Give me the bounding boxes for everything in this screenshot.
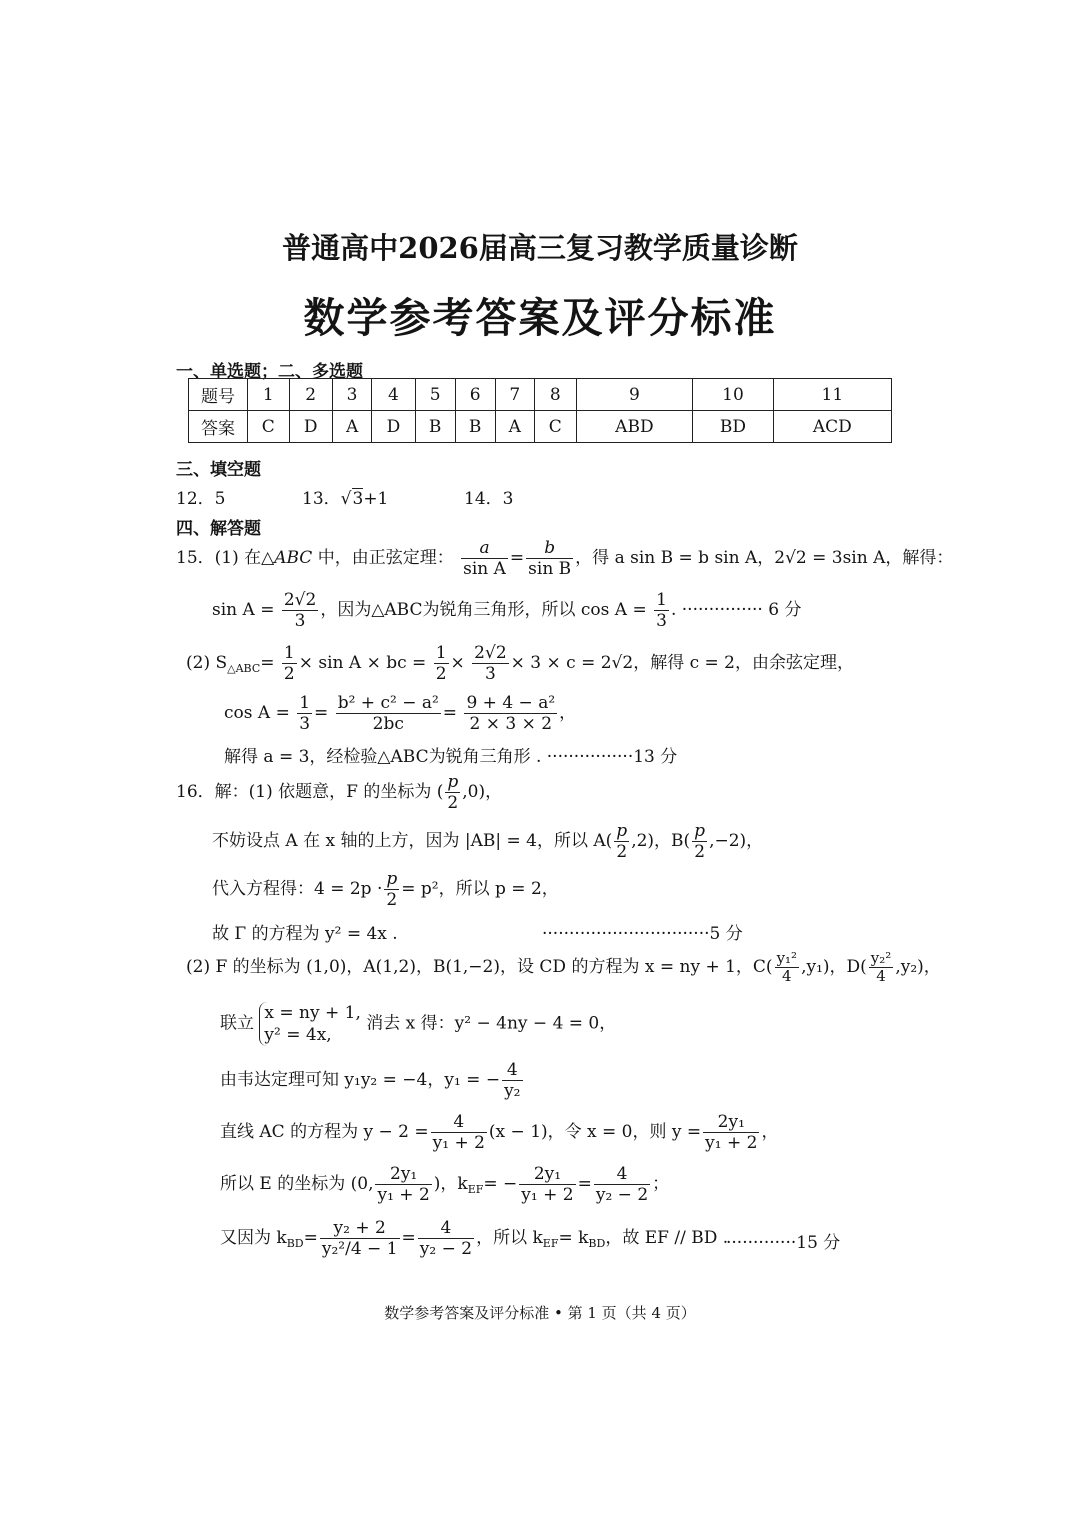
page-footer: 数学参考答案及评分标准 • 第 1 页（共 4 页） xyxy=(384,1304,696,1322)
table-cell: B xyxy=(455,411,495,443)
row-label-answer: 答案 xyxy=(189,411,248,443)
table-cell: 4 xyxy=(372,379,415,411)
answer-q13: 13．√3+1 xyxy=(302,489,389,509)
answer-q12: 12．5 xyxy=(176,489,226,509)
q15-line2: sin A = $\frac{2√2}{3}$ ，因为△ABC为锐角三角形，所以 cos A = $\frac{1}{3}$ . ··············· 6 分 xyxy=(212,590,802,631)
fraction: $\frac{\text{2y₁}}{\text{y₁ + 2}}$ xyxy=(377,1164,430,1205)
table-cell: 10 xyxy=(693,379,773,411)
fraction: $\frac{1}{2}$ xyxy=(283,643,295,684)
document-title: 普通高中2026届高三复习教学质量诊断 xyxy=(282,231,798,265)
fraction: $\frac{1}{2}$ xyxy=(435,643,447,684)
fraction: $\frac{p}{2}$ xyxy=(694,821,706,862)
fraction: $\frac{4}{\text{y₂ − 2}}$ xyxy=(419,1218,473,1259)
q15-line1: 15．(1) 在△ABC 中，由正弦定理： $\frac{a}{\text{sin A}}$ = $\frac{b}{\text{sin B}}$ ，得 a sin B = b sin A，2√2 = 3sin A，解得： xyxy=(176,538,954,579)
q16-line10: 又因为 $k_{BD}=$ $\frac{\text{y₂ + 2}}{\text{y₂²/4 − 1}}$ = $\frac{4}{\text{y₂ − 2}}$ ，所以 $k_{EF}= k_{BD}$，故 EF // BD . xyxy=(220,1218,729,1259)
fraction: $\frac{\text{9 + 4 − a²}}{2 \times 3 \times 2}$ xyxy=(466,693,556,734)
q16-line3: 代入方程得：4 = 2p · $\frac{p}{2}$ = p²，所以 p = 2， xyxy=(212,869,559,910)
document-subtitle: 数学参考答案及评分标准 xyxy=(303,294,777,342)
q16-line6: 联立 x = ny + 1, y² = 4x, 消去 x 得：y² − 4ny − 4 = 0， xyxy=(220,1003,617,1045)
fraction: $\frac{1}{3}$ xyxy=(656,590,667,631)
fraction: $\frac{p}{2}$ xyxy=(447,772,459,813)
q15-line3: (2) $S_{\triangle ABC}=$ $\frac{1}{2}$ × sin A × bc = $\frac{1}{2}$ × $\frac{2√2}{3}$ × 3 × c = 2√2，解得 c = 2，由余弦定理， xyxy=(186,643,854,684)
table-cell: A xyxy=(495,411,534,443)
q16-line8: 直线 AC 的方程为 y − 2 = $\frac{4}{\text{y₁ + 2}}$ (x − 1)，令 x = 0，则 y = $\frac{\text{2y₁}}{\text{y₁ + 2}}$ ， xyxy=(220,1112,779,1153)
table-cell: C xyxy=(534,411,576,443)
table-row-numbers xyxy=(189,379,892,411)
fraction: $\frac{\text{y₂²}}{4}$ xyxy=(870,949,892,985)
row-label-number: 题号 xyxy=(189,379,248,411)
fraction: $\frac{1}{3}$ xyxy=(299,693,311,734)
table-cell: 5 xyxy=(415,379,455,411)
fraction: $\frac{2√2}{3}$ xyxy=(474,643,507,684)
table-cell: ABD xyxy=(576,411,693,443)
table-cell: 3 xyxy=(332,379,371,411)
equation-system: x = ny + 1, y² = 4x, xyxy=(259,1002,360,1046)
q16-line2: 不妨设点 A 在 x 轴的上方，因为 |AB| = 4，所以 A( $\frac{p}{2}$ ,2)，B( $\frac{p}{2}$ ,−2)， xyxy=(212,821,764,862)
fraction: $\frac{\text{y₁²}}{4}$ xyxy=(776,949,798,985)
fraction: $\frac{4}{\text{y₂ − 2}}$ xyxy=(595,1164,649,1205)
q16-line7: 由韦达定理可知 y₁y₂ = −4，y₁ = − $\frac{4}{\text{y₂}}$ xyxy=(220,1060,521,1101)
fraction: $\frac{\text{2y₁}}{\text{y₁ + 2}}$ xyxy=(705,1112,758,1153)
q16-line5: (2) F 的坐标为 (1,0)，A(1,2)，B(1,−2)，设 CD 的方程为 x = ny + 1，C( $\frac{\text{y₁²}}{4}$ ,y₁)，D( $\frac{\text{y₂²}}{4}$ ,y₂)， xyxy=(186,949,941,985)
fraction: $\frac{\text{y₂ + 2}}{\text{y₂²/4 − 1}}$ xyxy=(321,1218,398,1259)
section-heading-fill: 三、填空题 xyxy=(176,460,261,480)
q16-line9: 所以 E 的坐标为 (0, $\frac{\text{2y₁}}{\text{y₁ + 2}}$ )，$k_{EF}=$ − $\frac{\text{2y₁}}{\text{y₁ + 2}}$ = $\frac{4}{\text{y₂ − 2}}$ ； xyxy=(220,1164,670,1205)
table-cell: D xyxy=(372,411,415,443)
table-cell: 1 xyxy=(248,379,290,411)
fraction: $\frac{2√2}{3}$ xyxy=(283,590,317,631)
q16-score-2: ·············15 分 xyxy=(726,1233,841,1253)
table-cell: B xyxy=(415,411,455,443)
fraction: $\frac{\text{b² + c² − a²}}{2bc}$ xyxy=(337,693,439,734)
q15-line4: cos A = $\frac{1}{3}$ = $\frac{\text{b² + c² − a²}}{2bc}$ = $\frac{\text{9 + 4 − a²}}{2 \times 3 \times 2}$ ， xyxy=(224,693,577,734)
answer-q14: 14．3 xyxy=(464,489,514,509)
table-cell: 11 xyxy=(773,379,891,411)
answer-table xyxy=(188,378,892,443)
section-heading-choice: 一、单选题；二、多选题 xyxy=(176,362,363,382)
q16-score-1: ·······························5 分 xyxy=(542,924,743,944)
table-cell: 8 xyxy=(534,379,576,411)
fraction: $\frac{4}{\text{y₂}}$ xyxy=(504,1060,521,1101)
section-heading-solution: 四、解答题 xyxy=(176,519,261,539)
table-cell: 9 xyxy=(576,379,693,411)
fraction: $\frac{\text{2y₁}}{\text{y₁ + 2}}$ xyxy=(521,1164,574,1205)
table-cell: 2 xyxy=(289,379,332,411)
table-cell: BD xyxy=(693,411,773,443)
table-cell: A xyxy=(332,411,371,443)
q16-line4: 故 Γ 的方程为 y² = 4x . xyxy=(212,924,398,944)
fraction: $\frac{b}{\text{sin B}}$ xyxy=(528,538,572,579)
table-cell: ACD xyxy=(773,411,891,443)
table-cell: C xyxy=(248,411,290,443)
q16-line1: 16．解：(1) 依题意，F 的坐标为 ( $\frac{p}{2}$ ,0)， xyxy=(176,772,503,813)
table-cell: D xyxy=(289,411,332,443)
q15-line5: 解得 a = 3，经检验△ABC为锐角三角形 . ················13 分 xyxy=(224,747,678,767)
fraction: $\frac{4}{\text{y₁ + 2}}$ xyxy=(432,1112,485,1153)
table-row-answers xyxy=(189,411,892,443)
table-cell: 7 xyxy=(495,379,534,411)
fraction: $\frac{a}{\text{sin A}}$ xyxy=(463,538,506,579)
table-cell: 6 xyxy=(455,379,495,411)
fraction: $\frac{p}{2}$ xyxy=(616,821,628,862)
fraction: $\frac{p}{2}$ xyxy=(386,869,398,910)
